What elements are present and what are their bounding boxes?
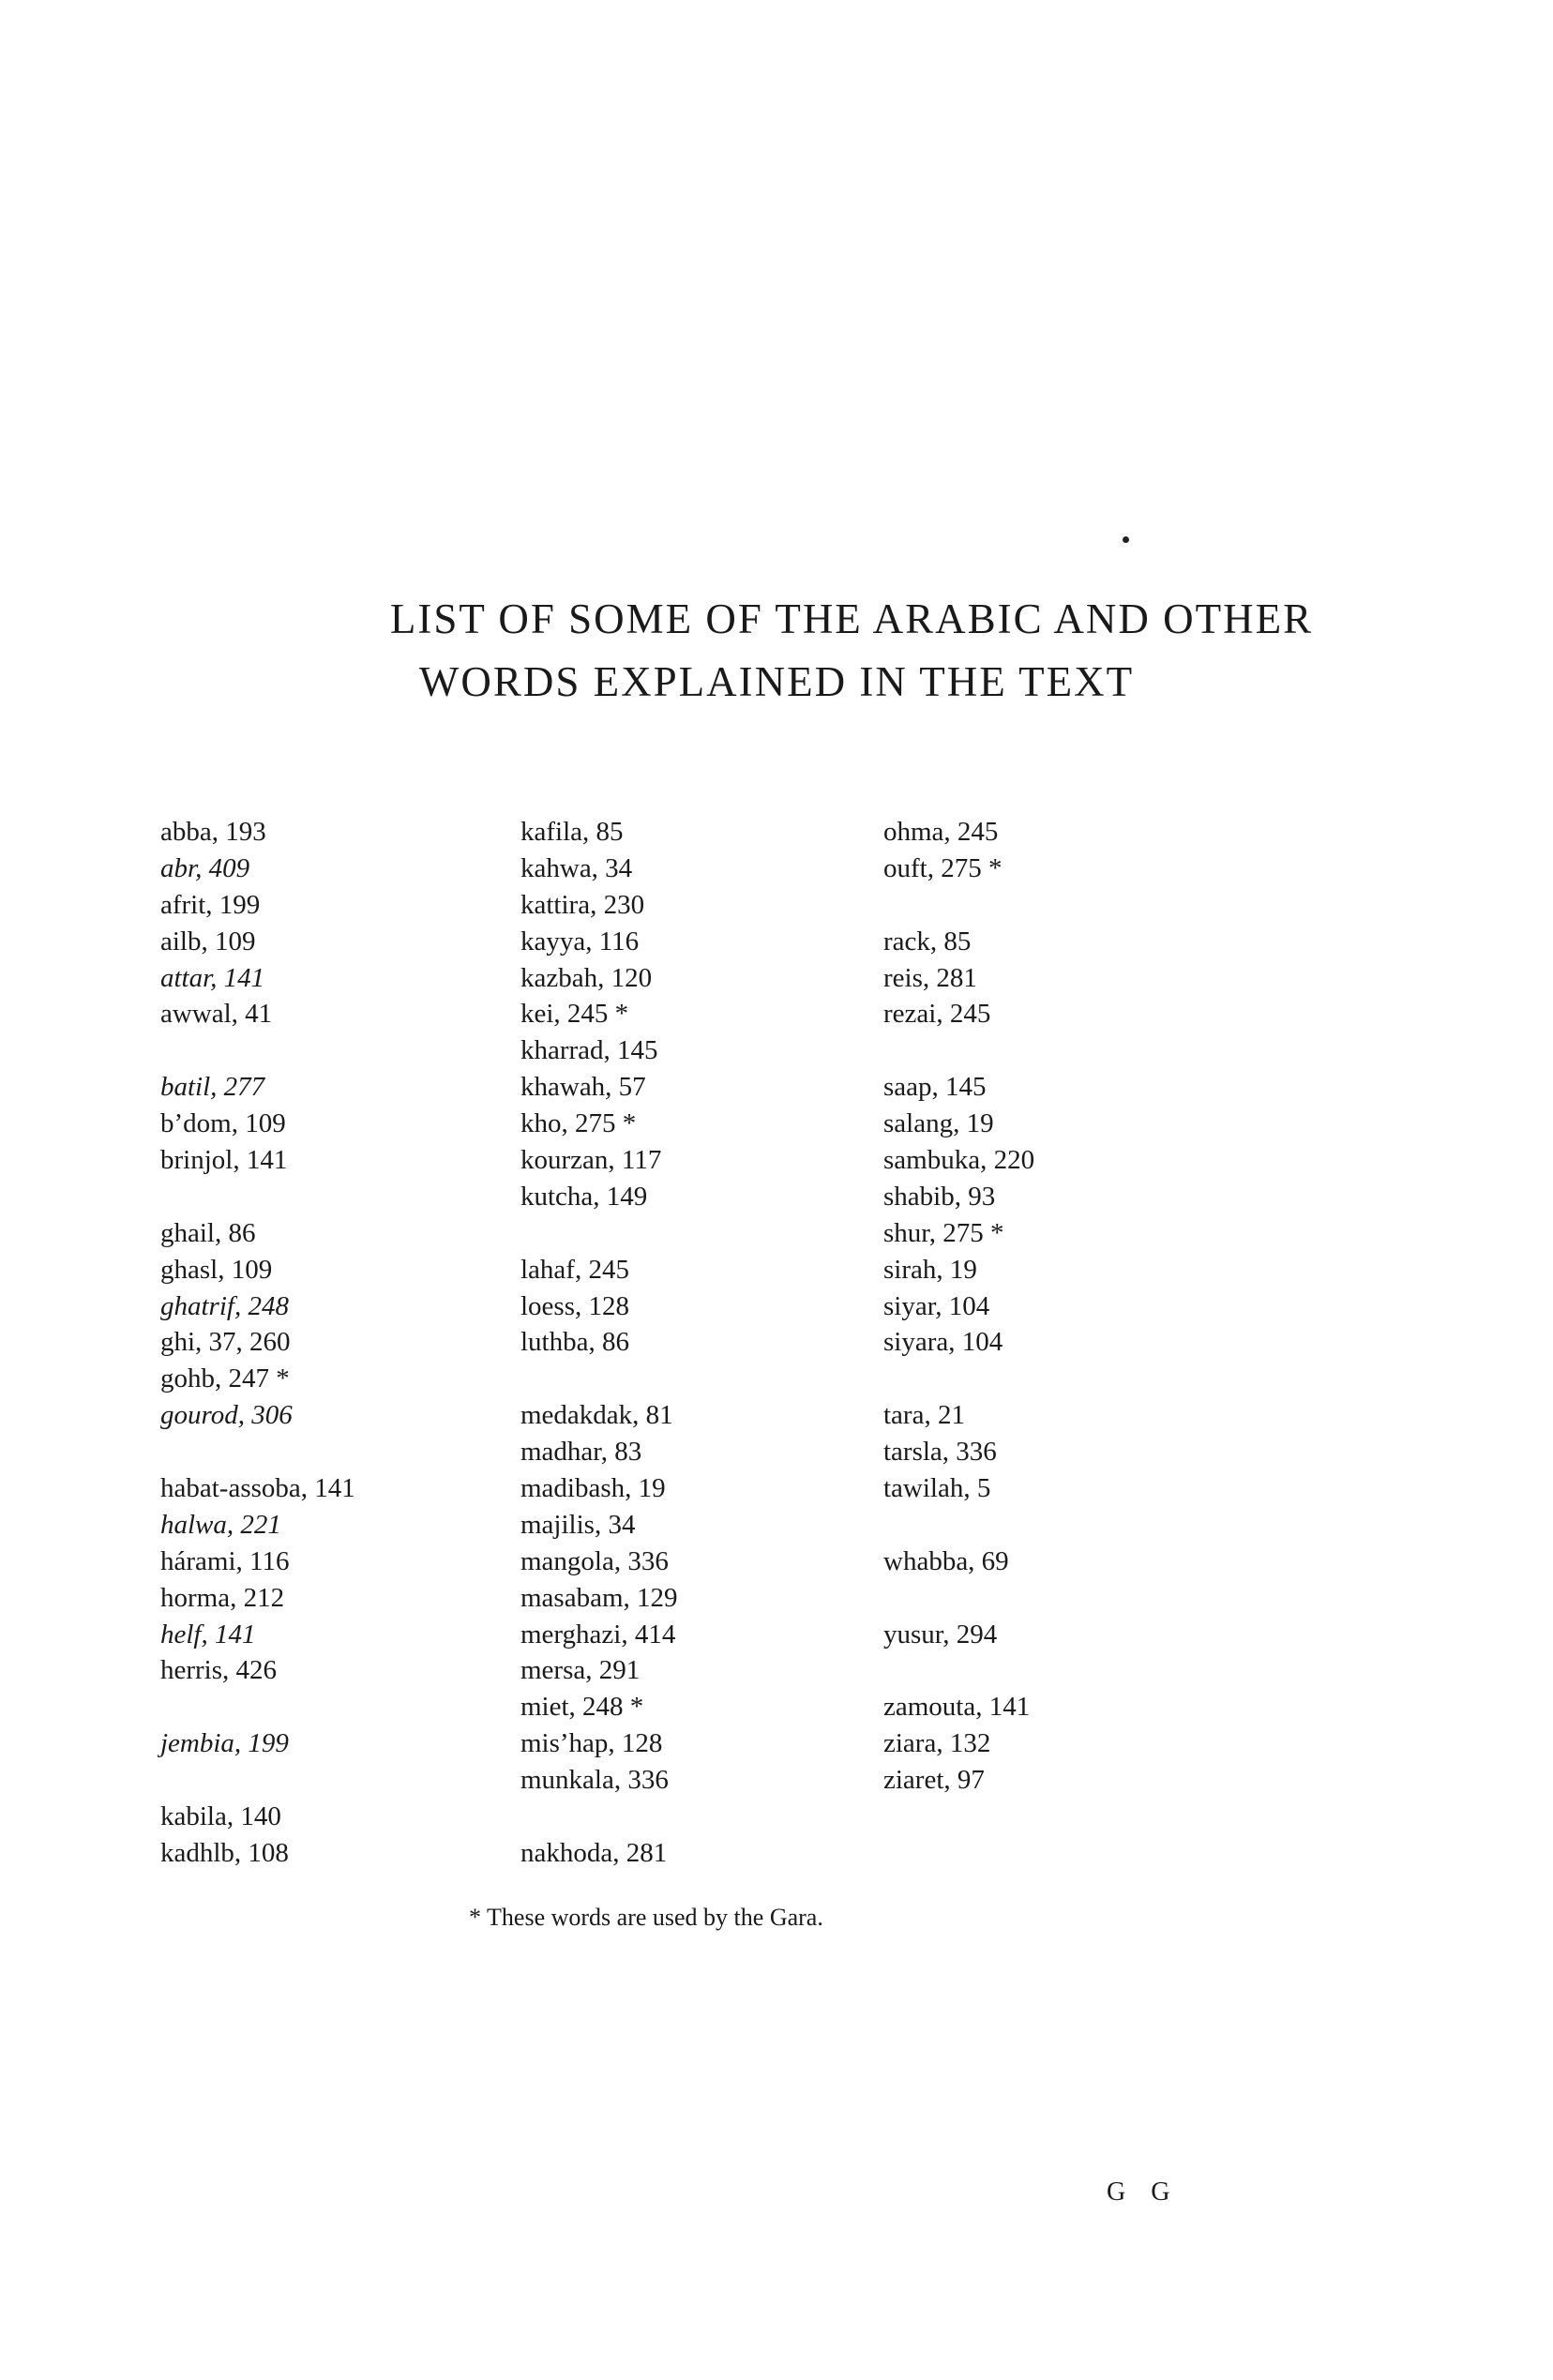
- spacer-line: [883, 1361, 1034, 1397]
- word-entry: kattira, 230: [520, 889, 645, 920]
- spacer-line: [883, 887, 1034, 924]
- word-entry: madibash, 19: [520, 1473, 666, 1504]
- word-column-2: [520, 814, 678, 1872]
- spacer-line: [160, 1032, 355, 1069]
- word-entry: munkala, 336: [520, 1765, 669, 1796]
- word-entry: habat-assoba, 141: [160, 1473, 355, 1504]
- page-title-line-2: WORDS EXPLAINED IN THE TEXT: [418, 658, 1135, 705]
- word-entry: kafila, 85: [520, 817, 624, 847]
- spacer-line: [160, 1762, 355, 1799]
- word-entry: lahaf, 245: [520, 1254, 629, 1285]
- word-entry: ouft, 275 *: [883, 852, 1003, 883]
- word-entry: ziaret, 97: [883, 1765, 985, 1796]
- spacer-line: [883, 1652, 1034, 1689]
- word-entry: tawilah, 5: [883, 1473, 991, 1504]
- page-title-line-1: LIST OF SOME OF THE ARABIC AND OTHER: [389, 595, 1314, 642]
- word-entry: whabba, 69: [883, 1545, 1009, 1576]
- word-entry: kabila, 140: [160, 1801, 281, 1832]
- spacer-line: [160, 1179, 355, 1215]
- word-entry: rezai, 245: [883, 999, 991, 1030]
- word-entry: siyar, 104: [883, 1290, 990, 1321]
- word-entry: herris, 426: [160, 1655, 278, 1686]
- spacer-line: [160, 1434, 355, 1470]
- word-entry: tarsla, 336: [883, 1437, 997, 1468]
- word-entry: kharrad, 145: [520, 1035, 658, 1066]
- spacer-line: [883, 1580, 1034, 1617]
- word-entry: kadhlb, 108: [160, 1837, 289, 1868]
- footnote: * These words are used by the Gara.: [469, 1904, 823, 1931]
- spacer-line: [520, 1215, 678, 1252]
- word-entry: shabib, 93: [883, 1181, 996, 1212]
- word-entry: shur, 275 *: [883, 1217, 1004, 1248]
- word-entry: attar, 141: [160, 962, 265, 993]
- word-entry: salang, 19: [883, 1108, 994, 1139]
- word-entry: kei, 245 *: [520, 999, 629, 1030]
- word-entry: batil, 277: [160, 1072, 265, 1103]
- spacer-line: [520, 1361, 678, 1397]
- word-entry: mis’hap, 128: [520, 1728, 663, 1759]
- word-entry: zamouta, 141: [883, 1692, 1031, 1723]
- word-entry: saap, 145: [883, 1072, 987, 1103]
- spacer-line: [883, 1507, 1034, 1544]
- word-entry: masabam, 129: [520, 1582, 678, 1613]
- word-entry: sirah, 19: [883, 1254, 977, 1285]
- word-entry: afrit, 199: [160, 889, 261, 920]
- word-entry: siyara, 104: [883, 1327, 1003, 1358]
- word-entry: ziara, 132: [883, 1728, 991, 1759]
- word-entry: merghazi, 414: [520, 1619, 676, 1649]
- word-entry: ailb, 109: [160, 926, 256, 957]
- word-entry: hárami, 116: [160, 1545, 290, 1576]
- word-entry: luthba, 86: [520, 1327, 629, 1358]
- word-entry: ohma, 245: [883, 817, 999, 847]
- word-entry: yusur, 294: [883, 1619, 998, 1649]
- word-entry: awwal, 41: [160, 999, 273, 1030]
- word-entry: gourod, 306: [160, 1400, 293, 1431]
- word-entry: kayya, 116: [520, 926, 640, 957]
- word-entry: ghasl, 109: [160, 1254, 273, 1285]
- word-entry: mangola, 336: [520, 1545, 669, 1576]
- spacer-line: [160, 1689, 355, 1725]
- word-entry: abba, 193: [160, 817, 266, 847]
- word-entry: b’dom, 109: [160, 1108, 286, 1139]
- word-entry: kazbah, 120: [520, 962, 653, 993]
- word-entry: medakdak, 81: [520, 1400, 673, 1431]
- word-entry: majilis, 34: [520, 1509, 636, 1540]
- word-entry: mersa, 291: [520, 1655, 641, 1686]
- spacer-line: [520, 1799, 678, 1835]
- word-entry: brinjol, 141: [160, 1145, 288, 1176]
- word-entry: ghi, 37, 260: [160, 1327, 291, 1358]
- word-entry: khawah, 57: [520, 1072, 646, 1103]
- word-entry: miet, 248 *: [520, 1692, 644, 1723]
- word-entry: kutcha, 149: [520, 1181, 648, 1212]
- word-entry: nakhoda, 281: [520, 1837, 668, 1868]
- word-entry: ghail, 86: [160, 1217, 256, 1248]
- word-entry: madhar, 83: [520, 1437, 642, 1468]
- word-column-1: [160, 814, 355, 1872]
- word-entry: halwa, 221: [160, 1509, 281, 1540]
- word-entry: kahwa, 34: [520, 852, 633, 883]
- word-entry: kho, 275 *: [520, 1108, 637, 1139]
- word-entry: rack, 85: [883, 926, 972, 957]
- word-entry: kourzan, 117: [520, 1145, 662, 1176]
- signature-mark: G G: [1107, 2177, 1180, 2207]
- word-entry: helf, 141: [160, 1619, 256, 1649]
- word-entry: sambuka, 220: [883, 1145, 1035, 1176]
- spacer-line: [883, 1032, 1034, 1069]
- word-entry: reis, 281: [883, 962, 977, 993]
- word-entry: tara, 21: [883, 1400, 965, 1431]
- word-entry: gohb, 247 *: [160, 1363, 290, 1394]
- word-entry: loess, 128: [520, 1290, 629, 1321]
- ink-speck: [1123, 536, 1129, 543]
- word-entry: ghatrif, 248: [160, 1290, 289, 1321]
- word-entry: horma, 212: [160, 1582, 285, 1613]
- word-column-3: [883, 814, 1034, 1799]
- word-entry: jembia, 199: [160, 1728, 289, 1759]
- word-entry: abr, 409: [160, 852, 250, 883]
